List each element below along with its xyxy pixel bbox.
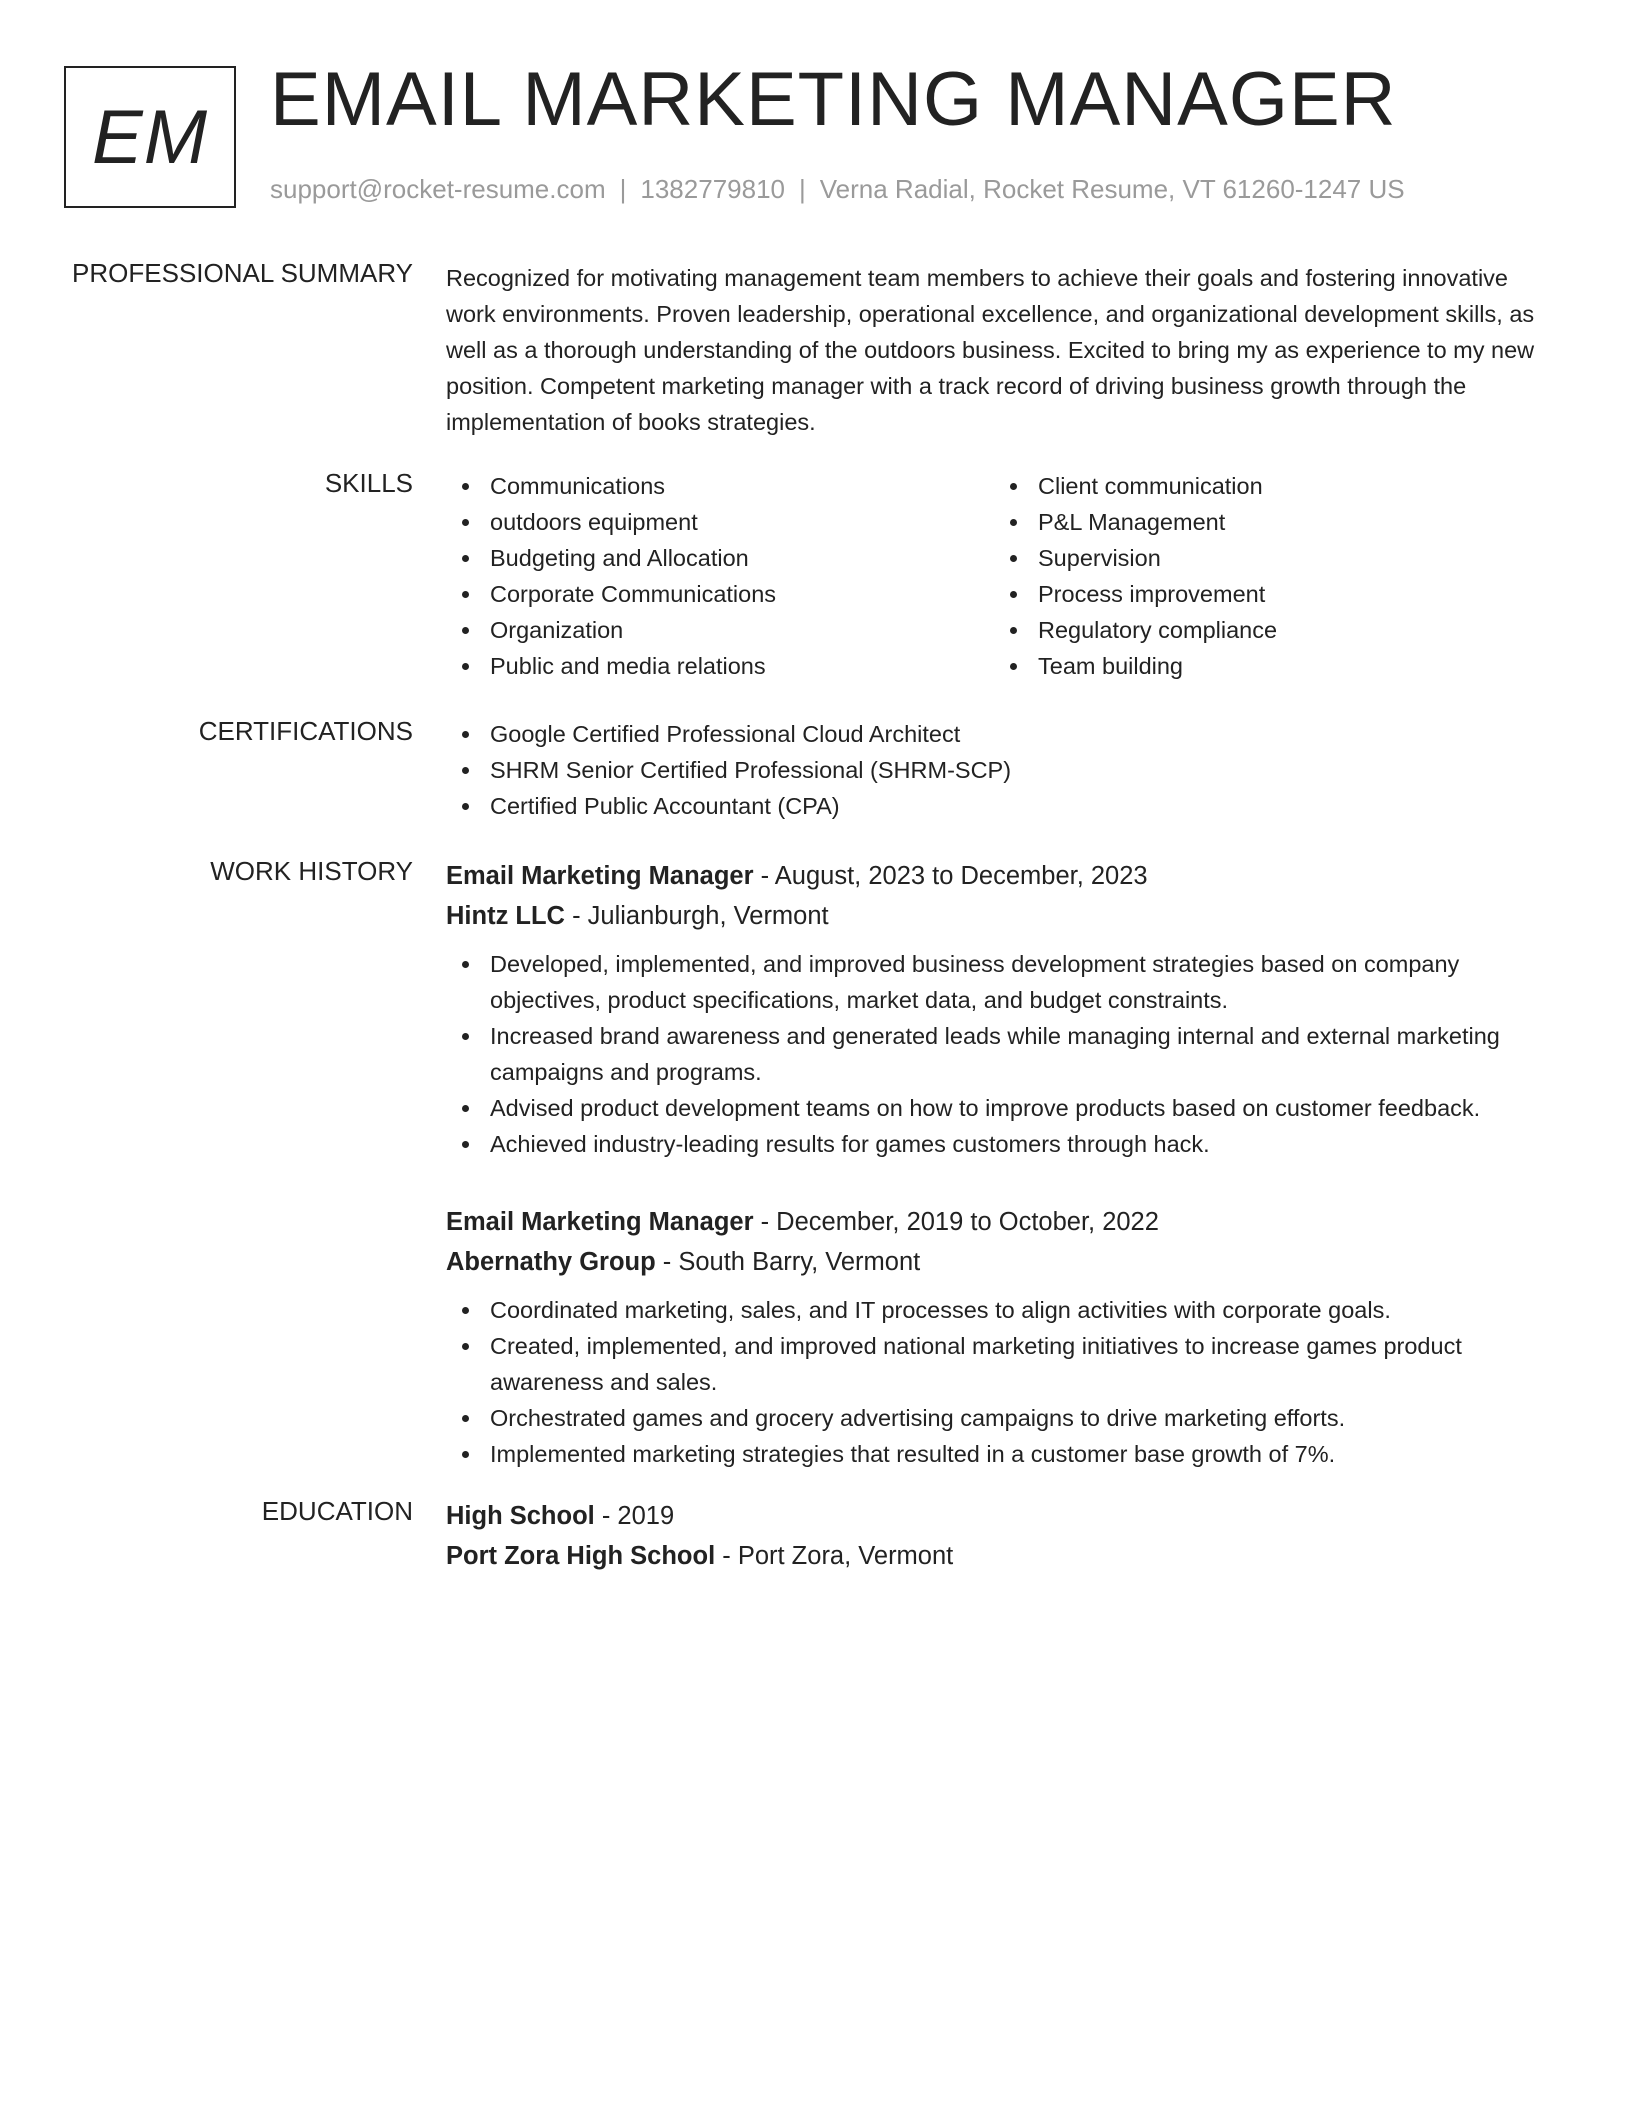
education-body bbox=[446, 1496, 1556, 1576]
job-bullet: Achieved industry-leading results for games customers through hack. bbox=[446, 1126, 1556, 1162]
job-bullet: Coordinated marketing, sales, and IT processes to align activities with corporate goals. bbox=[446, 1292, 1556, 1328]
certification-item: Certified Public Accountant (CPA) bbox=[446, 788, 1556, 824]
job-title: Email Marketing Manager bbox=[446, 862, 754, 890]
job-location: - South Barry, Vermont bbox=[655, 1248, 921, 1276]
job-company-line bbox=[446, 1242, 1556, 1282]
summary-label: PROFESSIONAL SUMMARY bbox=[72, 258, 413, 288]
skill-item: Client communication bbox=[994, 468, 1542, 504]
job-title-line bbox=[446, 1202, 1556, 1242]
job-bullet: Orchestrated games and grocery advertising campaigns to drive marketing efforts. bbox=[446, 1400, 1556, 1436]
contact-separator: | bbox=[799, 174, 806, 204]
certifications-label: CERTIFICATIONS bbox=[198, 716, 413, 746]
job-bullet: Created, implemented, and improved national marketing initiatives to increase games product awareness and sales. bbox=[446, 1328, 1556, 1400]
candidate-title: EMAIL MARKETING MANAGER bbox=[270, 57, 1397, 142]
skills-body bbox=[446, 468, 1556, 684]
skill-item: Budgeting and Allocation bbox=[446, 540, 994, 576]
skill-item: Regulatory compliance bbox=[994, 612, 1542, 648]
job-bullets bbox=[446, 1292, 1556, 1472]
skills-list-left bbox=[446, 468, 994, 684]
skill-item: Corporate Communications bbox=[446, 576, 994, 612]
certifications-list bbox=[446, 716, 1556, 824]
job-company: Abernathy Group bbox=[446, 1248, 656, 1276]
skills-list-right bbox=[994, 468, 1542, 684]
contact-line bbox=[270, 174, 1405, 205]
job-company-line bbox=[446, 896, 1556, 936]
job-entry bbox=[446, 1202, 1556, 1472]
work-history-body bbox=[446, 856, 1556, 1512]
skill-item: Organization bbox=[446, 612, 994, 648]
contact-address: Verna Radial, Rocket Resume, VT 61260-1247 US bbox=[819, 174, 1405, 204]
job-dates: - December, 2019 to October, 2022 bbox=[753, 1208, 1159, 1236]
job-dates: - August, 2023 to December, 2023 bbox=[753, 862, 1148, 890]
job-bullet: Developed, implemented, and improved business development strategies based on company objectives, product specifications, market data, and budget constraints. bbox=[446, 946, 1556, 1018]
education-school-line bbox=[446, 1536, 1556, 1576]
job-entry bbox=[446, 856, 1556, 1162]
skill-item: Process improvement bbox=[994, 576, 1542, 612]
education-location: - Port Zora, Vermont bbox=[715, 1542, 954, 1570]
job-location: - Julianburgh, Vermont bbox=[564, 902, 829, 930]
job-title: Email Marketing Manager bbox=[446, 1208, 754, 1236]
education-label: EDUCATION bbox=[261, 1496, 413, 1526]
skill-item: outdoors equipment bbox=[446, 504, 994, 540]
certification-item: SHRM Senior Certified Professional (SHRM-SCP) bbox=[446, 752, 1556, 788]
education-degree-line bbox=[446, 1496, 1556, 1536]
education-year: - 2019 bbox=[594, 1502, 675, 1530]
skills-grid bbox=[446, 468, 1556, 684]
summary-text: Recognized for motivating management team members to achieve their goals and fostering innovative work environments. Proven leadership, operational excellence, and organizational development skills, as well as a thorough understanding of the outdoors business. Excited to bring my as experience to my new position. Competent marketing manager with a track record of driving business growth through the implementation of books strategies. bbox=[446, 265, 1535, 435]
certification-item: Google Certified Professional Cloud Architect bbox=[446, 716, 1556, 752]
work-history-label: WORK HISTORY bbox=[210, 856, 413, 886]
job-bullet: Increased brand awareness and generated leads while managing internal and external marketing campaigns and programs. bbox=[446, 1018, 1556, 1090]
certifications-body bbox=[446, 716, 1556, 824]
job-bullet: Implemented marketing strategies that resulted in a customer base growth of 7%. bbox=[446, 1436, 1556, 1472]
summary-body bbox=[446, 258, 1556, 440]
education-school: Port Zora High School bbox=[446, 1542, 716, 1570]
monogram-badge: EM bbox=[64, 66, 236, 208]
contact-phone[interactable]: 1382779810 bbox=[640, 174, 785, 204]
skill-item: Communications bbox=[446, 468, 994, 504]
skill-item: Team building bbox=[994, 648, 1542, 684]
skills-label: SKILLS bbox=[324, 468, 413, 498]
skill-item: Public and media relations bbox=[446, 648, 994, 684]
job-title-line bbox=[446, 856, 1556, 896]
contact-email[interactable]: support@rocket-resume.com bbox=[270, 174, 606, 204]
job-company: Hintz LLC bbox=[446, 902, 565, 930]
education-degree: High School bbox=[446, 1502, 595, 1530]
skill-item: P&L Management bbox=[994, 504, 1542, 540]
job-bullet: Advised product development teams on how to improve products based on customer feedback. bbox=[446, 1090, 1556, 1126]
job-bullets bbox=[446, 946, 1556, 1162]
skill-item: Supervision bbox=[994, 540, 1542, 576]
contact-separator: | bbox=[619, 174, 627, 204]
